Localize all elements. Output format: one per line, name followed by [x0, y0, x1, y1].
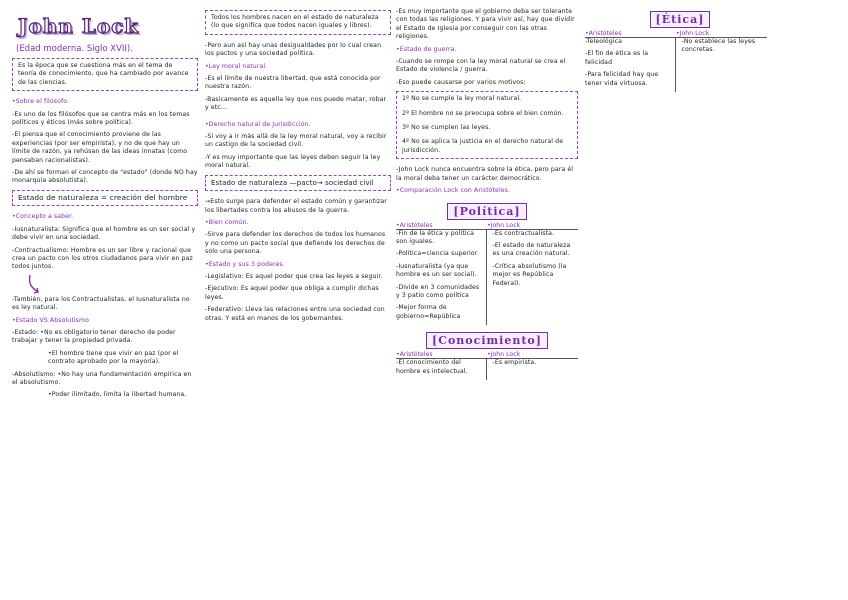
etica-comparison [585, 30, 767, 92]
note-item: -Es muy importante que el gobierno deba ser tolerante con todas las religiones. Y para vivir así, hay que dividir el Estado de Iglesia por conseguir con las otras religiones. [396, 8, 575, 41]
locke-label: •John Lock [676, 30, 710, 37]
pact-text: Estado de naturaleza —pacto→ sociedad civil [211, 178, 374, 187]
pact-box [205, 175, 391, 191]
note-item: -Sirve para defender los derechos de todos los humanos y no como un pacto social que defiende los derechos de solo una persona. [205, 231, 386, 256]
note-item: -De ahí se forman el concepto de "estado" (donde NO hay monarquía absolutista). [12, 169, 198, 185]
comparison-item: -El estado de naturaleza es una creación natural. [492, 241, 571, 258]
comparison-item: -Divide en 3 comunidades y 3 patio como política [396, 283, 480, 299]
highlight-box [12, 190, 198, 206]
section-heading: •Derecho natural de Jurisdicción. [205, 120, 311, 128]
page-subtitle: (Edad moderna. Siglo XVII). [16, 44, 133, 54]
comparison-heads [585, 30, 767, 37]
cause-item: 4º No se aplica la justicia en el derecho natural de jurisdicción. [402, 138, 564, 154]
top-box [205, 10, 391, 35]
comparison-item: -Es contractualista. [492, 229, 555, 237]
causes-box [396, 91, 578, 159]
note-item: -El piensa que el conocimiento proviene de las experiencias (por ser empirista), y no de que hay un límite de razón, ya rehúsan de las ideas innatas (como pensaban racionalistas). [12, 131, 188, 164]
note-item: -Pero aun así hay unas desigualdades por lo cual crean los pactos y una sociedad política. [205, 41, 382, 58]
note-item: -Es el límite de nuestra libertad, que está conocida por nuestra razón. [205, 75, 381, 91]
aristotle-column [396, 230, 487, 326]
note-item: -Ejecutivo: Es aquel poder que obliga a cumplir dichas leyes. [205, 285, 379, 301]
comparison-item: -Fin de la ética y política son iguales. [396, 229, 475, 245]
comparison-heads [396, 351, 578, 358]
comparison-item: -El fin de ética es la felicidad [585, 50, 649, 66]
note-item: -Basicamente es aquella ley que nos puede matar, robar y etc... [205, 95, 387, 112]
top-box-text: Todos los hombres nacen en el estado de naturaleza (lo que significa que todos nacen iguales y libres). [211, 14, 379, 30]
aristotle-column [396, 359, 487, 380]
locke-label: •John Lock [487, 221, 521, 229]
section-heading: •Estado y sus 3 poderes. [205, 260, 285, 268]
section-heading: •Bien común. [205, 218, 249, 226]
note-item: -Iusnaturalista: Significa que el hombre es un ser social y debe vivir en una sociedad. [12, 225, 196, 242]
aristotle-label: •Aristóteles [396, 351, 433, 359]
comparison-item: -Mejor forma de gobierno=República [396, 304, 461, 320]
locke-column [676, 38, 768, 92]
comparison-body [585, 37, 767, 92]
comparison-item: -Crítica absolutismo (la mejor es República Federal). [492, 262, 567, 287]
comparison-item: -Es empirista. [492, 359, 537, 367]
politica-comparison [396, 222, 578, 326]
section-heading: •Estado de guerra. [396, 45, 457, 53]
arrow-down-icon [26, 274, 44, 296]
politica-heading: [Política] [447, 203, 526, 220]
locke-column [487, 359, 579, 380]
intro-box [12, 58, 198, 91]
note-item: →Esto surge para defender el estado común y garantizar los libertades contra los abusos de la guerra. [205, 198, 387, 214]
note-item: -Absolutismo: •No hay una fundamentación empírica en el absolutismo. [12, 370, 192, 386]
conocimiento-comparison [396, 351, 578, 380]
note-item: -Contractualismo: Hombre es un ser libre y racional que crea un pacto con los otros ciudadanos para vivir en paz todos juntos. [12, 246, 193, 271]
section-heading: •Concepto a saber. [12, 213, 74, 221]
comparison-item: -Iusnaturalista (ya que hombre es un ser social). [396, 262, 477, 279]
note-item: -Estado: •No es obligatorio tener derecho de poder trabajar y tener la propiedad privada. [12, 328, 176, 345]
section-heading: •Ley moral natural. [205, 62, 268, 70]
comparison-body [396, 229, 578, 326]
comparison-item: -Teleológica [585, 38, 623, 45]
conocimiento-heading-wrap [396, 329, 578, 349]
note-item: •Poder ilimitado, limita la libertad humana. [48, 391, 187, 399]
comparison-item: -El conocimiento del hombre es intelectual. [396, 359, 468, 375]
note-item: -Si voy a ir más allá de la ley moral natural, voy a recibir un castigo de la sociedad civil. [205, 133, 387, 149]
cause-item: 2º El hombre no se preocupa sobre el bien común. [402, 109, 564, 117]
note-item: -Eso puede causarse por varios motivos: [396, 78, 526, 86]
note-item: -Federativo: Lleva las relaciones entre una sociedad con otras. Y está en manos de los gobernantes. [205, 306, 385, 322]
highlight-text: Estado de naturaleza = creación del hombre [18, 192, 188, 202]
column-4 [585, 8, 775, 92]
note-item: -Es uno de los filósofos que se centra más en los temas políticos y éticos (más sobre política). [12, 110, 190, 127]
comparison-heads [396, 222, 578, 229]
intro-text: Es la época que se cuestiona más en el tema de teoría de conocimiento, que ha cambiado por avance de las ciencias. [18, 62, 189, 86]
conocimiento-heading: [Conocimiento] [426, 332, 548, 349]
politica-heading-wrap [396, 200, 578, 220]
section-heading: •Estado VS Absolutismo [12, 316, 89, 324]
comparison-item: -Para felicidad hay que tener vida virtuosa. [585, 71, 659, 87]
etica-heading-wrap [585, 8, 775, 28]
column-3 [396, 8, 578, 380]
note-item: -Legislativo: Es aquel poder que crea las leyes a seguir. [205, 272, 383, 280]
locke-label: •John Lock [487, 351, 521, 359]
comparison-body [396, 358, 578, 380]
note-item: •El hombre tiene que vivir en paz (por el contrato aprobado por la mayoría). [48, 349, 179, 366]
column-2 [205, 8, 391, 327]
section-heading: •Comparación Lock con Aristóteles. [396, 187, 511, 195]
section-heading: •Sobre el filósofo. [12, 98, 70, 106]
aristotle-column [585, 38, 676, 92]
note-item: -También, para los Contractualistas, el Iusnaturalista no es ley natural. [12, 295, 190, 312]
aristotle-label: •Aristóteles [585, 30, 622, 37]
locke-column [487, 230, 579, 326]
etica-heading: [Ética] [650, 11, 711, 28]
aristotle-label: •Aristóteles [396, 221, 433, 229]
note-item: -John Lock nunca encuentra sobre la ética, pero para él la moral deba tener un carácter democrático. [396, 166, 574, 182]
note-item: -Cuando se rompe con la ley moral natural se crea el Estado de violencia / guerra. [396, 58, 566, 74]
cause-item: 1º No se cumple la ley moral natural. [402, 95, 522, 103]
note-item: -Y es muy importante que las leyes deben seguir la ley moral natural. [205, 153, 381, 170]
comparison-item: -No establece las leyes concretas. [681, 38, 756, 54]
comparison-item: -Política=ciencia superior [396, 250, 478, 258]
column-1 [12, 8, 198, 404]
page-title: John Lock [18, 14, 140, 38]
cause-item: 3º No se cumplen las leyes. [402, 124, 491, 132]
